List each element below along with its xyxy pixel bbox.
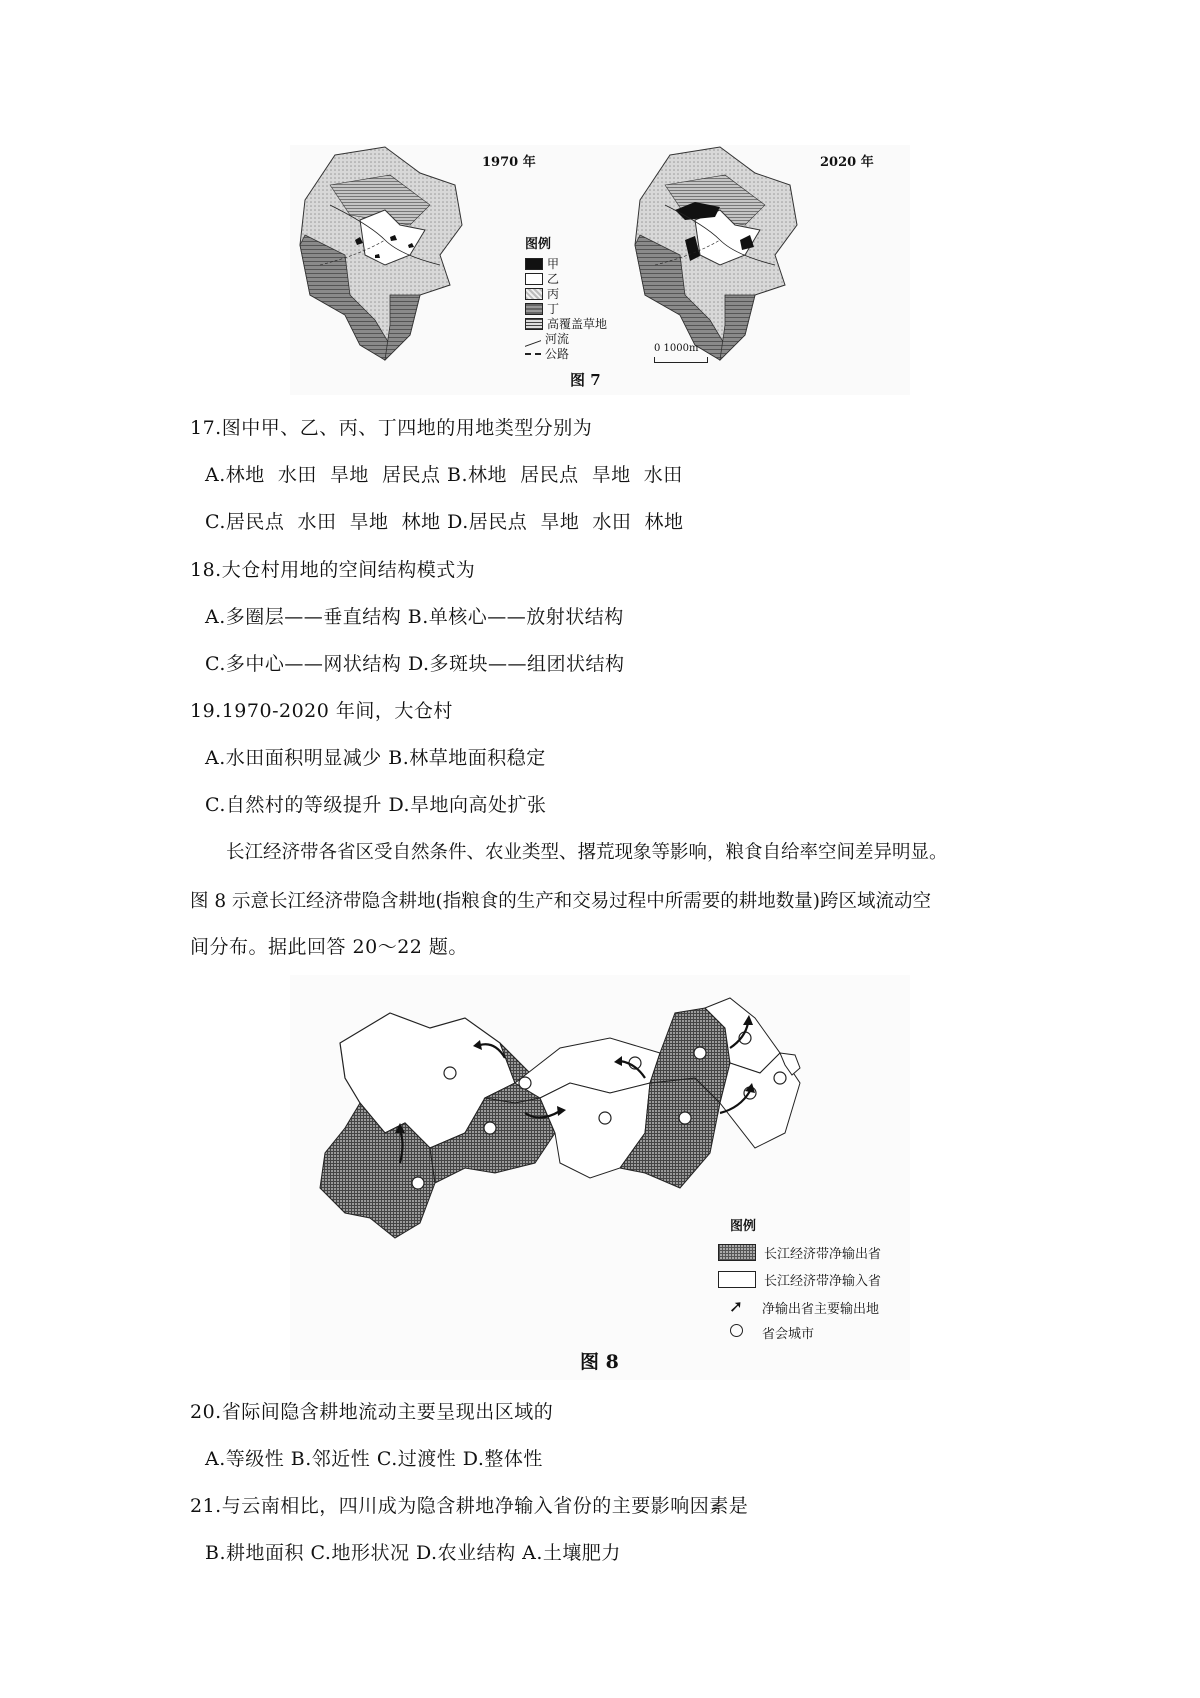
question-17-options-ab: A.林地 水田 旱地 居民点 B.林地 居民点 旱地 水田 — [205, 464, 683, 486]
circle-icon — [718, 1324, 754, 1341]
passage-line-2: 图 8 示意长江经济带隐含耕地(指粮食的生产和交易过程中所需要的耕地数量)跨区域流动空 — [190, 891, 931, 912]
road-dashed-line-icon — [525, 353, 541, 355]
land-use-map-1970 — [290, 145, 500, 375]
legend-item-road: 公路 — [525, 345, 569, 362]
legend-item-river: 河流 — [525, 330, 569, 347]
swatch-white-icon — [525, 273, 543, 285]
legend-item-output-destination: ➚ 净输出省主要输出地 — [718, 1297, 879, 1317]
swatch-hatched-icon — [525, 318, 543, 330]
legend-item-bing: 丙 — [525, 285, 559, 302]
figure-7-caption: 图 7 — [570, 371, 601, 389]
question-21-options: B.耕地面积 C.地形状况 D.农业结构 A.土壤肥力 — [205, 1542, 621, 1564]
passage-line-3: 间分布。据此回答 20～22 题。 — [190, 936, 468, 958]
legend-item-net-output: 长江经济带净输出省 — [718, 1243, 881, 1262]
legend-title: 图例 — [730, 1219, 757, 1234]
question-17-stem: 17.图中甲、乙、丙、丁四地的用地类型分别为 — [190, 417, 593, 439]
figure-8-caption: 图 8 — [580, 1351, 619, 1373]
swatch-dotted-icon — [525, 288, 543, 300]
legend-item-capital-city: 省会城市 — [718, 1323, 814, 1342]
question-21-stem: 21.与云南相比，四川成为隐含耕地净输入省份的主要影响因素是 — [190, 1495, 749, 1517]
legend-item-yi: 乙 — [525, 270, 559, 287]
legend-item-grassland: 高覆盖草地 — [525, 315, 607, 332]
scale-label: 0 1000m — [654, 343, 699, 354]
legend-item-jia: 甲 — [525, 255, 559, 272]
question-20-options: A.等级性 B.邻近性 C.过渡性 D.整体性 — [205, 1448, 543, 1470]
question-19-options-cd: C.自然村的等级提升 D.旱地向高处扩张 — [205, 794, 547, 816]
legend-item-ding: 丁 — [525, 300, 559, 317]
question-19-options-ab: A.水田面积明显减少 B.林草地面积稳定 — [205, 747, 546, 769]
question-18-options-cd: C.多中心——网状结构 D.多斑块——组团状结构 — [205, 653, 625, 675]
question-20-stem: 20.省际间隐含耕地流动主要呈现出区域的 — [190, 1401, 554, 1423]
scale-bar — [654, 357, 708, 363]
grid-swatch-icon — [718, 1244, 756, 1261]
passage-line-1: 长江经济带各省区受自然条件、农业类型、撂荒现象等影响，粮食自给率空间差异明显。 — [226, 842, 948, 863]
land-use-map-2020 — [625, 145, 835, 375]
swatch-dark-icon — [525, 303, 543, 315]
swatch-black-icon — [525, 258, 543, 270]
year-label-1970: 1970 年 — [482, 155, 536, 170]
question-18-stem: 18.大仓村用地的空间结构模式为 — [190, 559, 476, 581]
figure-7 — [290, 145, 910, 395]
question-17-options-cd: C.居民点 水田 旱地 林地 D.居民点 旱地 水田 林地 — [205, 511, 684, 533]
legend-item-net-input: 长江经济带净输入省 — [718, 1270, 881, 1289]
curved-arrow-icon: ➚ — [728, 1297, 744, 1317]
figure-8 — [290, 975, 910, 1380]
question-18-options-ab: A.多圈层——垂直结构 B.单核心——放射状结构 — [205, 606, 624, 628]
yangtze-economic-belt-map — [300, 983, 900, 1243]
blank-swatch-icon — [718, 1271, 756, 1288]
legend-title: 图例 — [525, 237, 552, 252]
year-label-2020: 2020 年 — [820, 155, 874, 170]
question-19-stem: 19.1970-2020 年间，大仓村 — [190, 700, 453, 722]
